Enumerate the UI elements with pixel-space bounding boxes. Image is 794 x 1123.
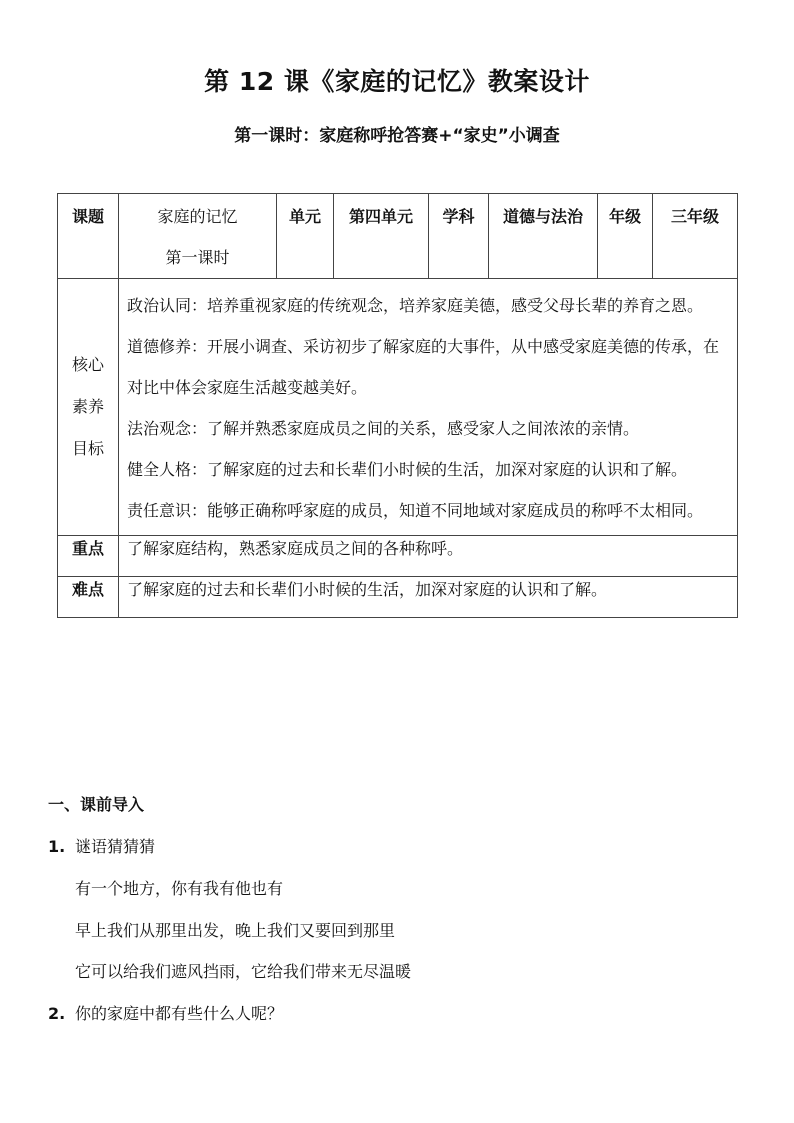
document-title: 第 12 课《家庭的记忆》教案设计 bbox=[204, 67, 590, 96]
difficulty-row bbox=[58, 577, 738, 618]
core-goal-legal: 法治观念：了解并熟悉家庭成员之间的关系，感受家人之间浓浓的亲情。 bbox=[127, 419, 640, 438]
core-goal-political: 政治认同：培养重视家庭的传统观念，培养家庭美德，感受父母长辈的养育之恩。 bbox=[127, 296, 704, 315]
section-heading: 一、课前导入 bbox=[48, 795, 145, 814]
subject-value-cell bbox=[489, 194, 598, 279]
list-item-1-number: 1. bbox=[48, 837, 66, 856]
core-label-line1: 核心 bbox=[71, 355, 104, 374]
key-point-value: 了解家庭结构，熟悉家庭成员之间的各种称呼。 bbox=[119, 536, 738, 577]
core-goals-label-cell bbox=[58, 279, 119, 536]
core-goal-personality: 健全人格：了解家庭的过去和长辈们小时候的生活，加深对家庭的认识和了解。 bbox=[127, 460, 688, 479]
list-item-2 bbox=[48, 1001, 283, 1024]
topic-value-line2: 第一课时 bbox=[165, 248, 230, 267]
key-point-label: 重点 bbox=[58, 536, 119, 577]
core-label-line2: 素养 bbox=[71, 397, 104, 416]
grade-label-cell bbox=[598, 194, 653, 279]
difficulty-value: 了解家庭的过去和长辈们小时候的生活，加深对家庭的认识和了解。 bbox=[119, 577, 738, 618]
subject-value: 道德与法治 bbox=[502, 207, 583, 226]
grade-label: 年级 bbox=[608, 207, 641, 226]
key-point-row bbox=[58, 536, 738, 577]
list-item-1-text: 谜语猜猜猜 bbox=[75, 837, 156, 856]
difficulty-label: 难点 bbox=[58, 577, 119, 618]
list-item-2-text: 你的家庭中都有些什么人呢？ bbox=[75, 1004, 284, 1023]
topic-label: 课题 bbox=[71, 207, 104, 226]
unit-label-cell bbox=[277, 194, 334, 279]
subject-label: 学科 bbox=[442, 207, 475, 226]
grade-value: 三年级 bbox=[670, 207, 719, 226]
core-goal-responsibility: 责任意识：能够正确称呼家庭的成员，知道不同地域对家庭成员的称呼不太相同。 bbox=[127, 501, 704, 520]
unit-value-cell bbox=[334, 194, 429, 279]
unit-label: 单元 bbox=[288, 207, 321, 226]
table-header-row bbox=[58, 194, 738, 279]
core-goal-moral: 道德修养：开展小调查、采访初步了解家庭的大事件，从中感受家庭美德的传承，在对比中体会家庭生活越变越美好。 bbox=[127, 337, 720, 397]
topic-label-cell bbox=[58, 194, 119, 279]
core-goals-row bbox=[58, 279, 738, 536]
unit-value: 第四单元 bbox=[348, 207, 413, 226]
riddle-line-3: 它可以给我们遮风挡雨，它给我们带来无尽温暖 bbox=[75, 962, 412, 981]
grade-value-cell bbox=[653, 194, 738, 279]
subject-label-cell bbox=[429, 194, 489, 279]
riddle-line-2: 早上我们从那里出发，晚上我们又要回到那里 bbox=[75, 921, 396, 940]
topic-value-line1: 家庭的记忆 bbox=[157, 207, 238, 226]
list-item-2-number: 2. bbox=[48, 1004, 66, 1023]
core-goals-content-cell bbox=[119, 279, 738, 536]
core-label-line3: 目标 bbox=[71, 439, 104, 458]
riddle-line-1: 有一个地方，你有我有他也有 bbox=[75, 879, 284, 898]
document-subtitle: 第一课时：家庭称呼抢答赛+“家史”小调查 bbox=[234, 126, 560, 146]
list-item-1 bbox=[48, 834, 155, 857]
topic-value-cell bbox=[119, 194, 277, 279]
lesson-plan-table bbox=[57, 193, 738, 618]
